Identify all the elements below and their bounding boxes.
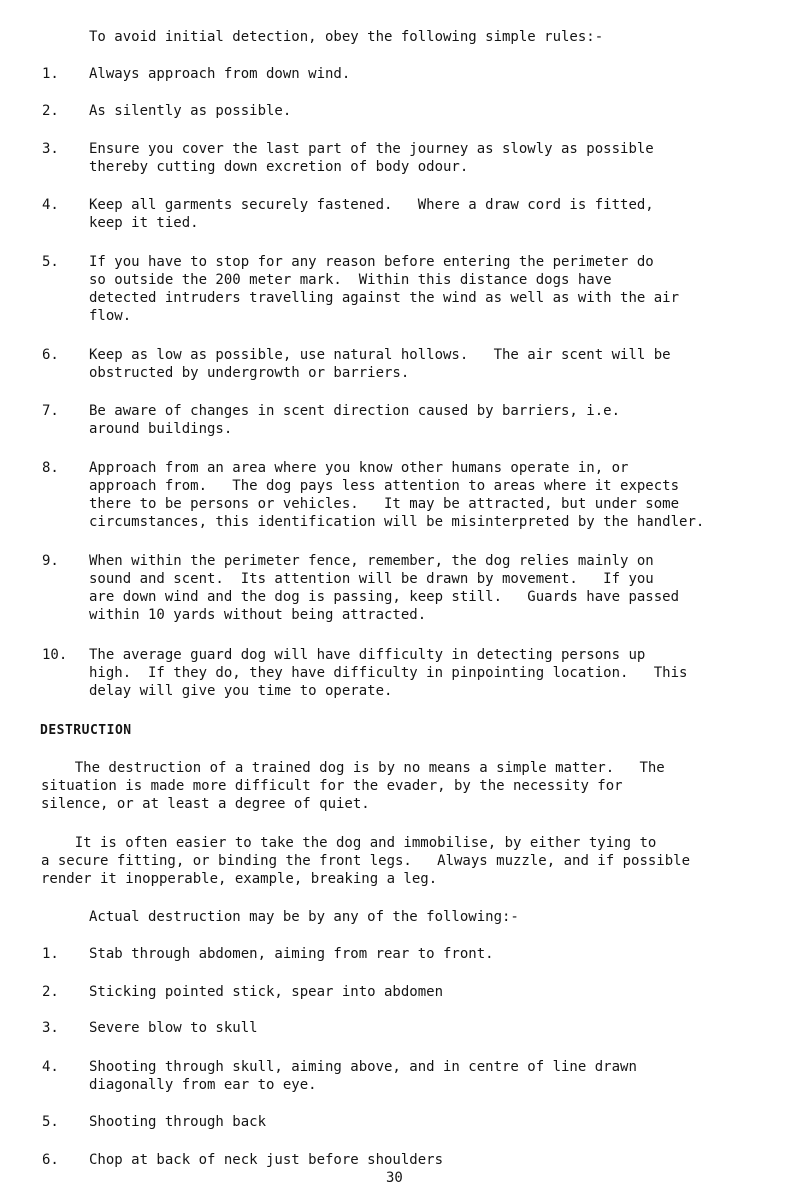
- rule-number: 1.: [42, 66, 59, 82]
- page-number: 30: [386, 1170, 403, 1186]
- method-line: Stab through abdomen, aiming from rear to front.: [89, 946, 494, 962]
- rule-line: are down wind and the dog is passing, keep still. Guards have passed: [89, 589, 680, 605]
- rule-number: 2.: [42, 103, 59, 119]
- rule-line: If you have to stop for any reason before entering the perimeter do: [89, 254, 654, 270]
- rule-line: flow.: [89, 308, 132, 324]
- method-line: diagonally from ear to eye.: [89, 1077, 317, 1093]
- method-line: Shooting through skull, aiming above, and in centre of line drawn: [89, 1059, 637, 1075]
- rule-number: 4.: [42, 197, 59, 213]
- intro-text: To avoid initial detection, obey the following simple rules:-: [89, 29, 604, 45]
- method-number: 5.: [42, 1114, 59, 1130]
- method-number: 6.: [42, 1152, 59, 1168]
- paragraph-line: It is often easier to take the dog and immobilise, by either tying to: [41, 835, 657, 851]
- method-number: 1.: [42, 946, 59, 962]
- rule-line: Be aware of changes in scent direction caused by barriers, i.e.: [89, 403, 621, 419]
- section-heading: DESTRUCTION: [40, 723, 132, 738]
- method-number: 3.: [42, 1020, 59, 1036]
- rule-line: Approach from an area where you know other humans operate in, or: [89, 460, 629, 476]
- rule-line: delay will give you time to operate.: [89, 683, 393, 699]
- method-line: Sticking pointed stick, spear into abdomen: [89, 984, 444, 1000]
- rule-line: The average guard dog will have difficulty in detecting persons up: [89, 647, 646, 663]
- rule-line: Keep as low as possible, use natural hollows. The air scent will be: [89, 347, 671, 363]
- rule-number: 6.: [42, 347, 59, 363]
- rule-line: approach from. The dog pays less attention to areas where it expects: [89, 478, 680, 494]
- method-line: Chop at back of neck just before shoulders: [89, 1152, 444, 1168]
- paragraph-line: a secure fitting, or binding the front legs. Always muzzle, and if possible: [41, 853, 691, 869]
- paragraph-line: render it inopperable, example, breaking a leg.: [41, 871, 438, 887]
- method-number: 4.: [42, 1059, 59, 1075]
- rule-line: obstructed by undergrowth or barriers.: [89, 365, 410, 381]
- rule-line: As silently as possible.: [89, 103, 292, 119]
- method-line: Shooting through back: [89, 1114, 267, 1130]
- rule-line: When within the perimeter fence, remember, the dog relies mainly on: [89, 553, 654, 569]
- paragraph-line: The destruction of a trained dog is by no means a simple matter. The: [41, 760, 665, 776]
- method-number: 2.: [42, 984, 59, 1000]
- rule-number: 7.: [42, 403, 59, 419]
- rule-line: around buildings.: [89, 421, 233, 437]
- rule-line: there to be persons or vehicles. It may be attracted, but under some: [89, 496, 680, 512]
- paragraph-line: silence, or at least a degree of quiet.: [41, 796, 370, 812]
- rule-line: within 10 yards without being attracted.: [89, 607, 427, 623]
- method-line: Severe blow to skull: [89, 1020, 258, 1036]
- rule-number: 9.: [42, 553, 59, 569]
- rule-line: circumstances, this identification will be misinterpreted by the handler.: [89, 514, 705, 530]
- rule-number: 5.: [42, 254, 59, 270]
- rule-line: sound and scent. Its attention will be drawn by movement. If you: [89, 571, 654, 587]
- rule-line: thereby cutting down excretion of body odour.: [89, 159, 469, 175]
- rule-number: 3.: [42, 141, 59, 157]
- rule-line: so outside the 200 meter mark. Within this distance dogs have: [89, 272, 612, 288]
- rule-line: keep it tied.: [89, 215, 199, 231]
- rule-line: Always approach from down wind.: [89, 66, 351, 82]
- rule-line: Ensure you cover the last part of the journey as slowly as possible: [89, 141, 654, 157]
- rule-line: high. If they do, they have difficulty in pinpointing location. This: [89, 665, 688, 681]
- rule-number: 10.: [42, 647, 68, 663]
- methods-intro: Actual destruction may be by any of the following:-: [89, 909, 519, 925]
- rule-line: Keep all garments securely fastened. Where a draw cord is fitted,: [89, 197, 654, 213]
- rule-number: 8.: [42, 460, 59, 476]
- paragraph-line: situation is made more difficult for the evader, by the necessity for: [41, 778, 623, 794]
- rule-line: detected intruders travelling against the wind as well as with the air: [89, 290, 680, 306]
